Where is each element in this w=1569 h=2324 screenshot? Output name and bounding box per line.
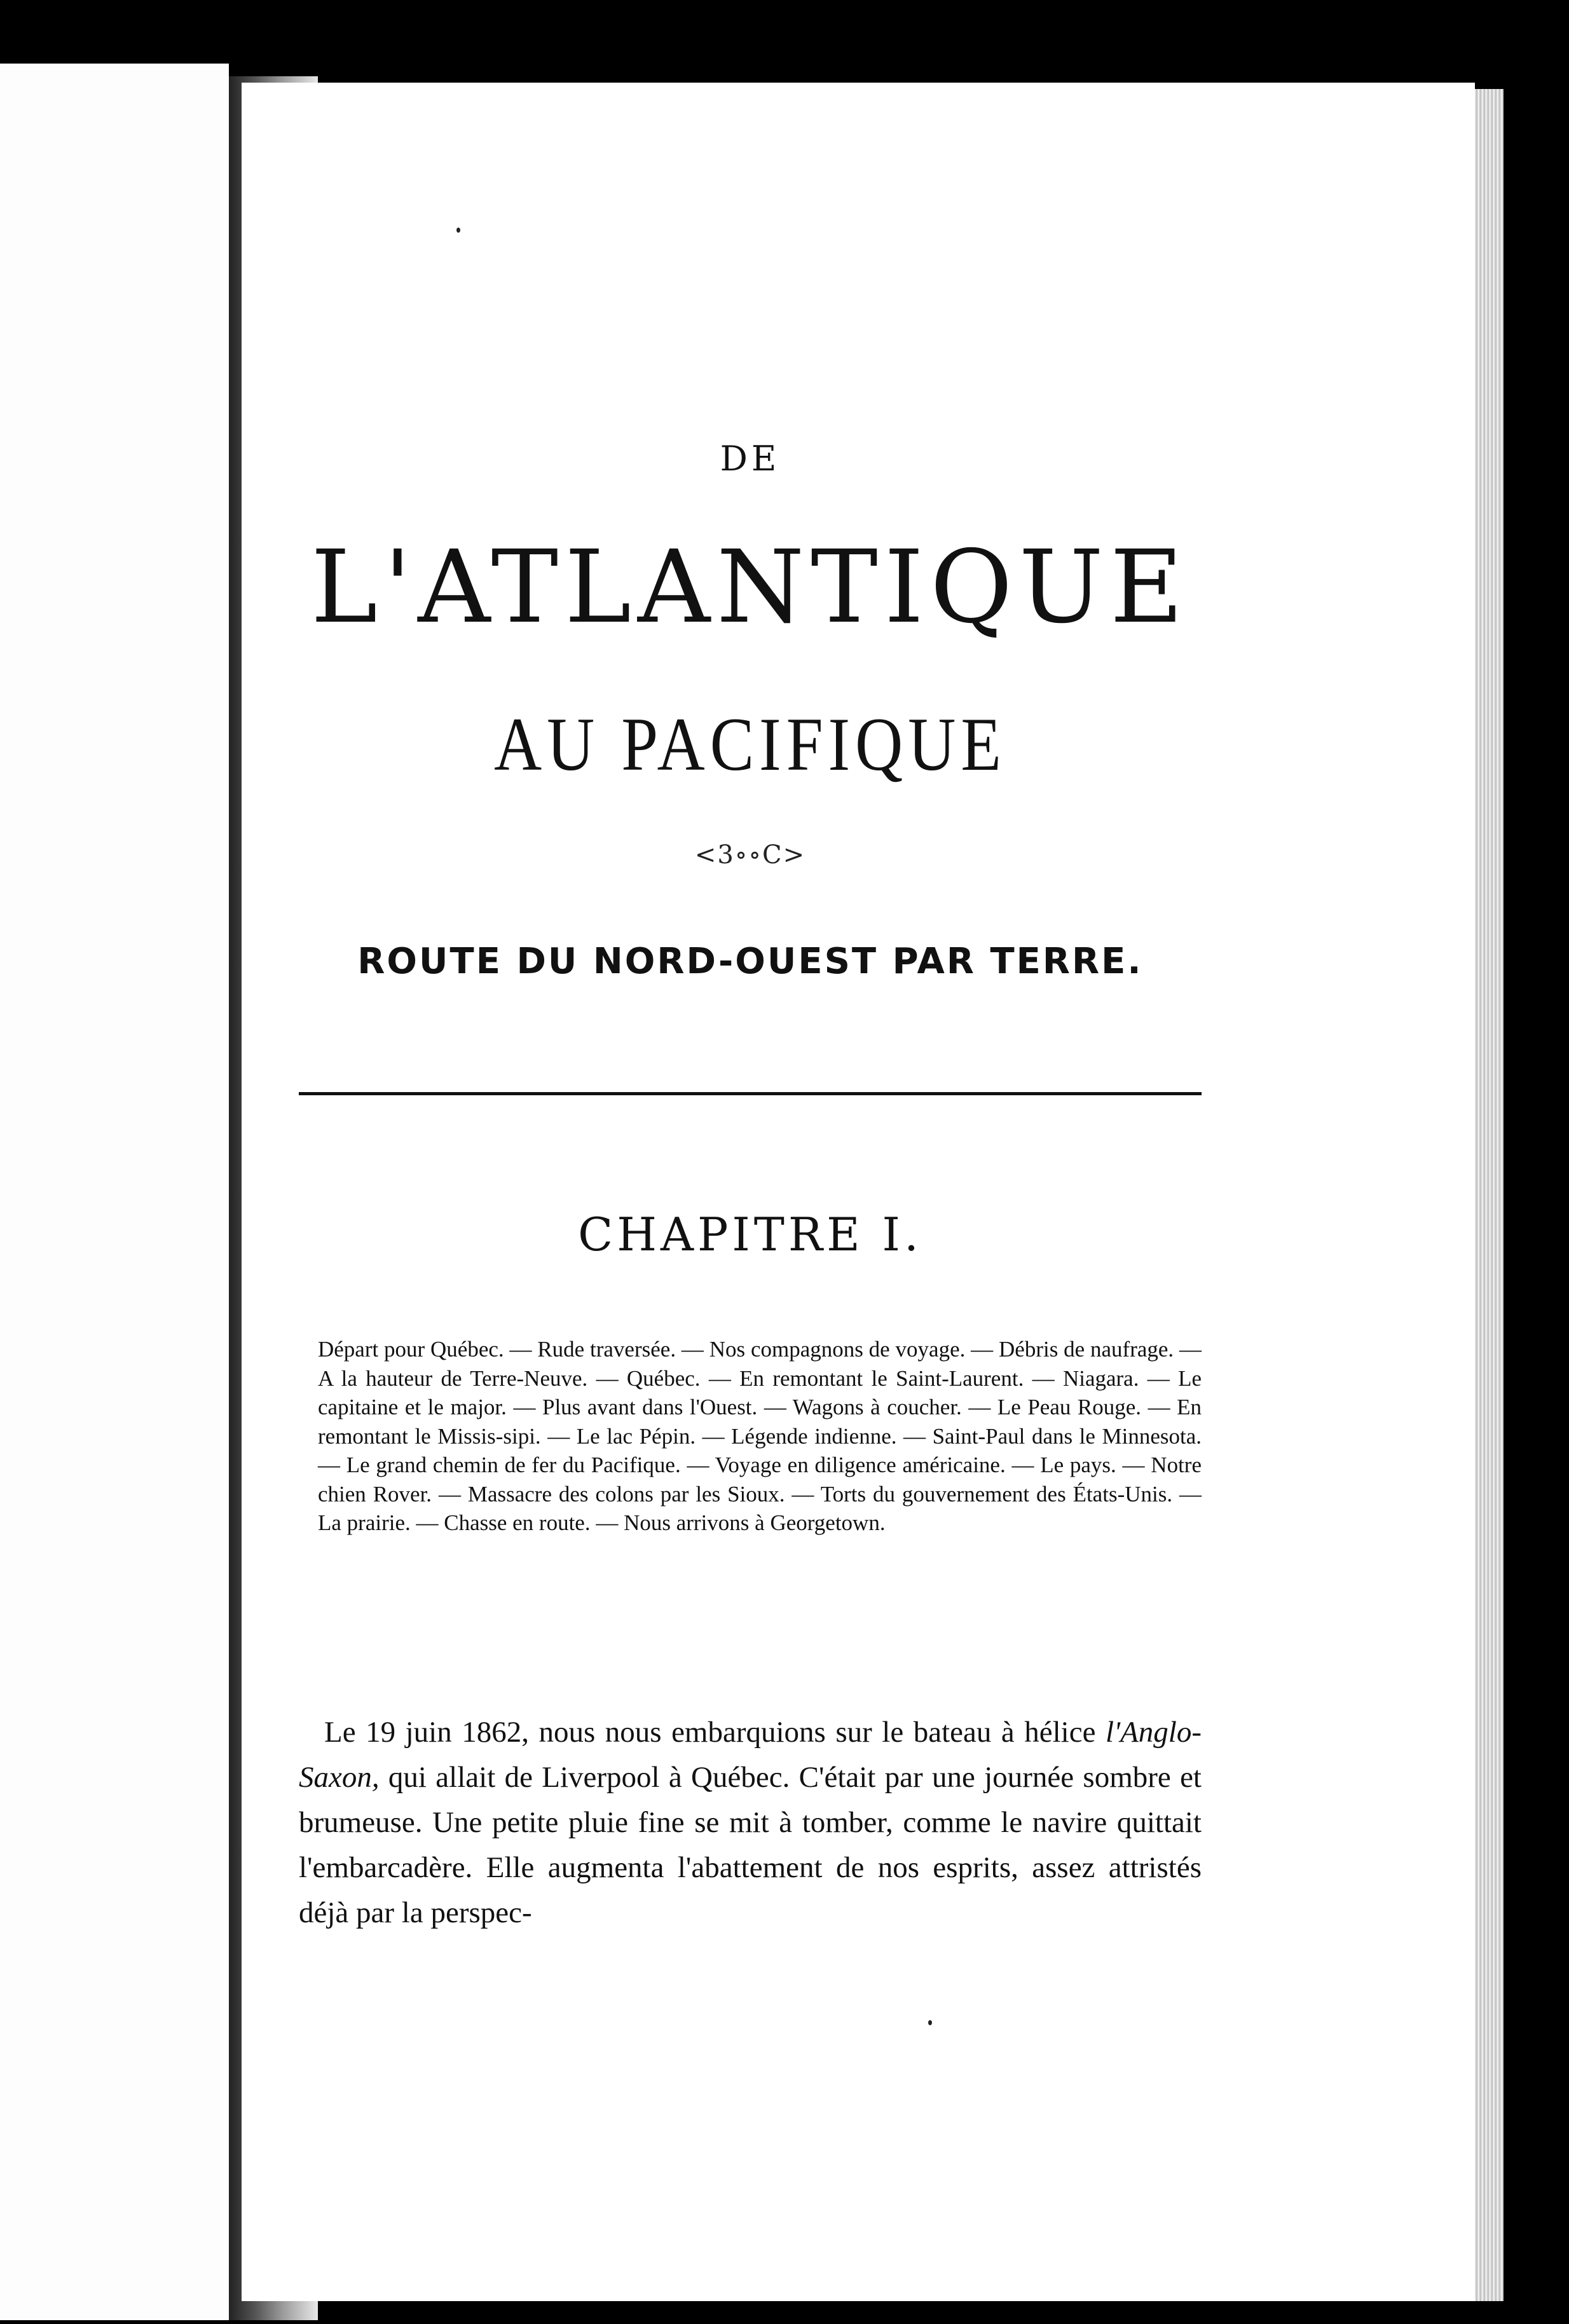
page-content [299, 0, 1202, 2324]
body-text [299, 1710, 1202, 1936]
subtitle: AU PACIFIQUE [494, 702, 1006, 787]
horizontal-rule [299, 1092, 1202, 1095]
ornament-divider: <3∘∘C> [694, 840, 806, 870]
body-paragraph [299, 1710, 1202, 1936]
page-edges [1475, 89, 1504, 2301]
body-text-rest: qui allait de Liverpool à Québec. C'était par une journée sombre et brumeuse. Une petite pluie fine se mit à tomber, comme le navire quittait l'embarcadère. Elle augmenta l'abattement de nos esprits, assez attristés déjà par la perspec- [299, 1761, 1202, 1929]
left-page [0, 64, 229, 2320]
route-title: ROUTE DU NORD-OUEST PAR TERRE. [357, 941, 1143, 982]
ship-name: l'Anglo-Saxon, [299, 1716, 1202, 1794]
main-title: L'ATLANTIQUE [310, 529, 1190, 646]
body-text-start: Le 19 juin 1862, nous nous embarquions sur le bateau à hélice [324, 1716, 1106, 1749]
pre-title: DE [720, 439, 781, 479]
chapter-heading: CHAPITRE I. [578, 1208, 922, 1261]
chapter-summary: Départ pour Québec. — Rude traversée. — Nos compagnons de voyage. — Débris de naufrage. — A la hauteur de Terre-Neuve. — Québec. — En remontant le Saint-Laurent. — Niagara. — Le capitaine et le major. — Plus avant dans l'Ouest. — Wagons à coucher. — Le Peau Rouge. — En remontant le Missis-sipi. — Le lac Pépin. — Légende indienne. — Saint-Paul dans le Minnesota. — Le grand chemin de fer du Pacifique. — Voyage en diligence américaine. — Le pays. — Notre chien Rover. — Massacre des colons par les Sioux. — Torts du gouvernement des États-Unis. — La prairie. — Chasse en route. — Nous arrivons à Georgetown. [318, 1337, 1202, 1535]
